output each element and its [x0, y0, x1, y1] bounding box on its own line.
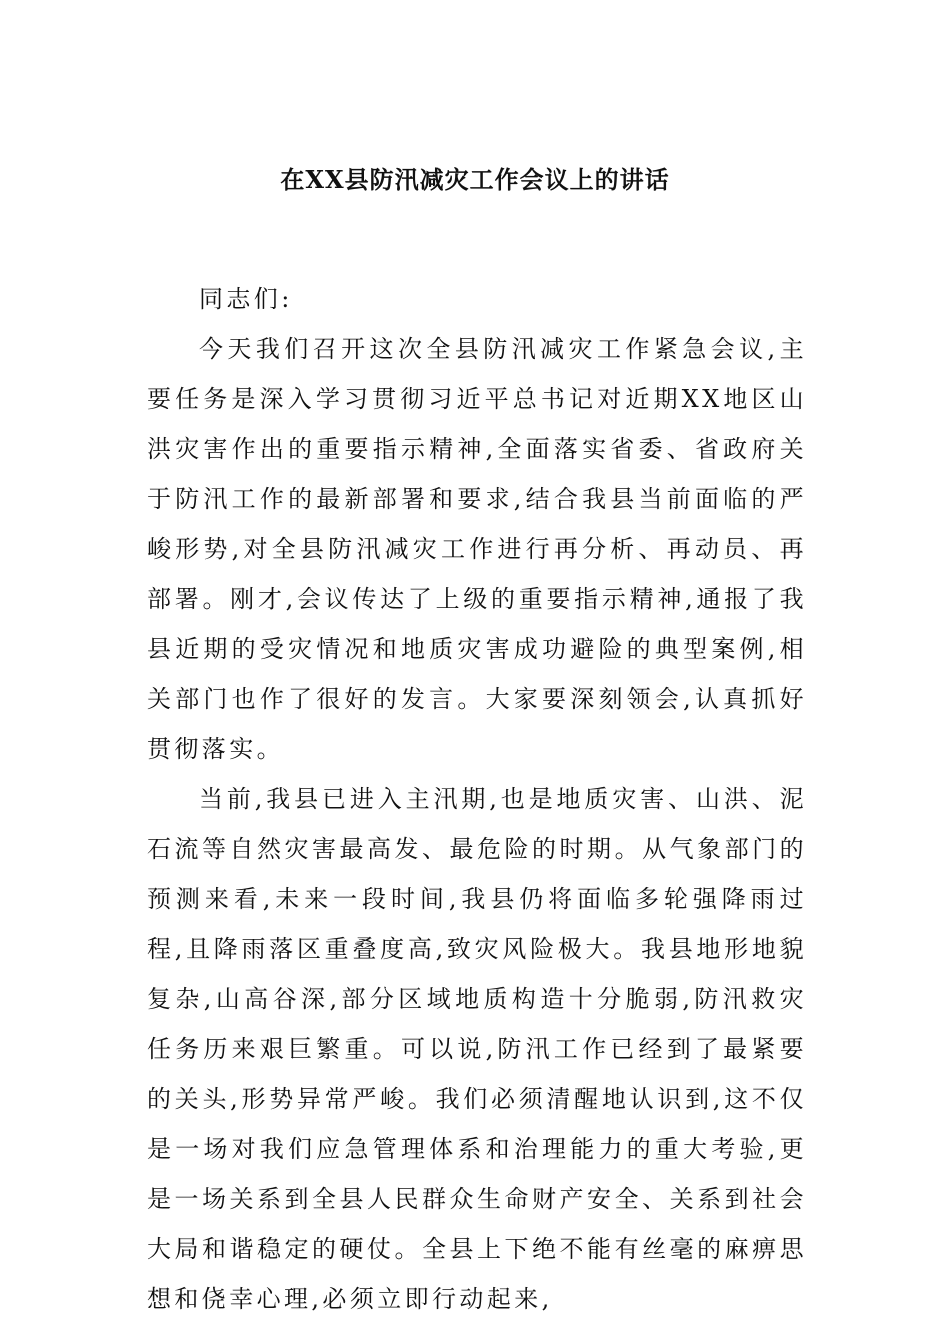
- document-title: 在XX县防汛减灾工作会议上的讲话: [280, 165, 670, 194]
- salutation: 同志们:: [199, 285, 293, 313]
- paragraph-2: 当前,我县已进入主汛期,也是地质灾害、山洪、泥石流等自然灾害最高发、最危险的时期。从气象部门的预测来看,未来一段时间,我县仍将面临多轮强降雨过程,且降雨落区重叠度高,致灾风险极大。我县地形地貌复杂,山高谷深,部分区域地质构造十分脆弱,防汛救灾任务历来艰巨繁重。可以说,防汛工作已经到了最紧要的关头,形势异常严峻。我们必须清醒地认识到,这不仅是一场对我们应急管理体系和治理能力的重大考验,更是一场关系到全县人民群众生命财产安全、关系到社会大局和谐稳定的硬仗。全县上下绝不能有丝毫的麻痹思想和侥幸心理,必须立即行动起来,: [147, 785, 807, 1313]
- document-body: [147, 274, 807, 1324]
- paragraph-1: 今天我们召开这次全县防汛减灾工作紧急会议,主要任务是深入学习贯彻习近平总书记对近期XX地区山洪灾害作出的重要指示精神,全面落实省委、省政府关于防汛工作的最新部署和要求,结合我县当前面临的严峻形势,对全县防汛减灾工作进行再分析、再动员、再部署。刚才,会议传达了上级的重要指示精神,通报了我县近期的受灾情况和地质灾害成功避险的典型案例,相关部门也作了很好的发言。大家要深刻领会,认真抓好贯彻落实。: [147, 335, 807, 763]
